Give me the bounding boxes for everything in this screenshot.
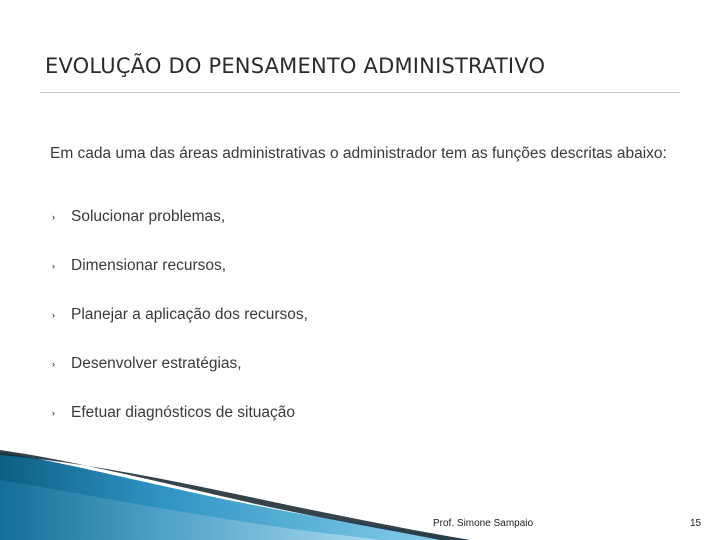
intro-paragraph: Em cada uma das áreas administrativas o administrador tem as funções descritas abaixo: <box>50 145 667 162</box>
title-divider <box>40 92 680 93</box>
bullet-text: Planejar a aplicação dos recursos, <box>71 306 308 323</box>
footer-author: Prof. Simone Sampaio <box>433 518 534 529</box>
bullet-text: Solucionar problemas, <box>71 208 226 225</box>
slide-title: EVOLUÇÃO DO PENSAMENTO ADMINISTRATIVO <box>45 54 546 78</box>
bullet-text: Desenvolver estratégias, <box>71 355 242 372</box>
decorative-wave <box>0 450 720 540</box>
bullet-text: Efetuar diagnósticos de situação <box>71 404 296 421</box>
bullet-text: Dimensionar recursos, <box>71 257 227 274</box>
page-number: 15 <box>690 518 702 529</box>
